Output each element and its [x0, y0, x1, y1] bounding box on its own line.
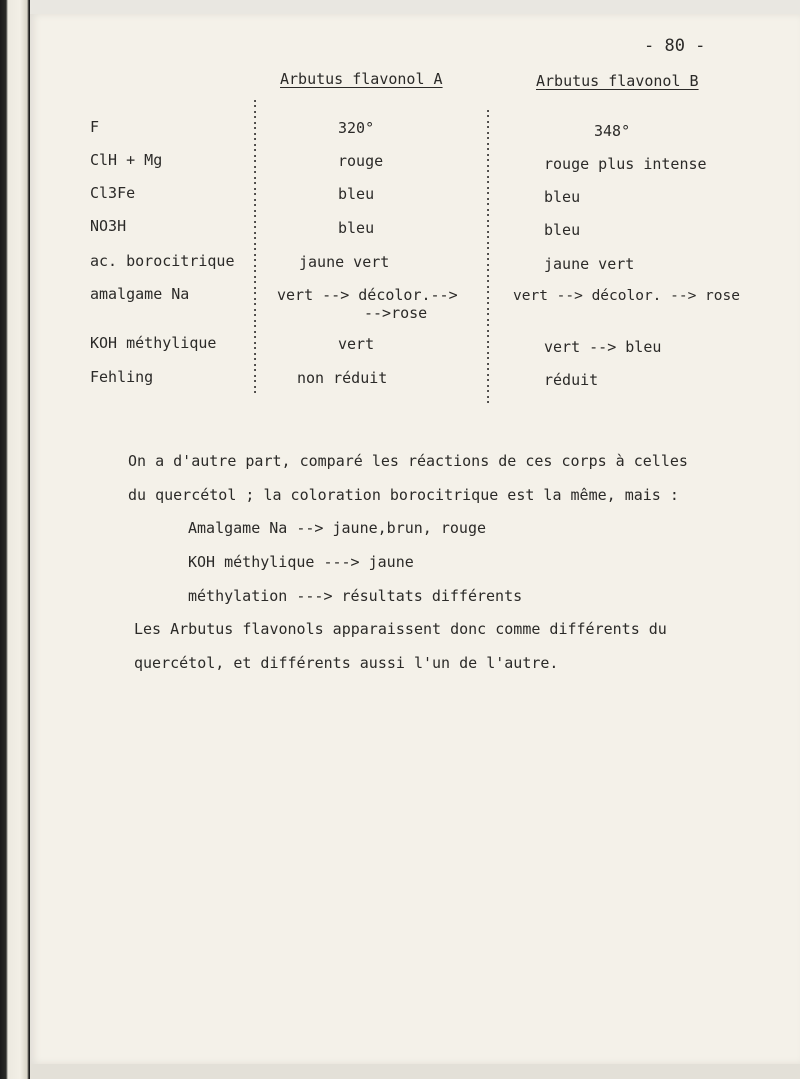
row-label-fehling: Fehling — [90, 368, 154, 386]
row-label-cl3fe: Cl3Fe — [90, 184, 136, 202]
row-label-koh: KOH méthylique — [90, 334, 217, 352]
row-label-clh-mg: ClH + Mg — [90, 151, 163, 169]
binder-edge — [0, 0, 30, 1079]
cell-a-borocitrique: jaune vert — [299, 253, 390, 271]
cell-b-cl3fe: bleu — [544, 188, 581, 206]
cell-a-fehling: non réduit — [297, 369, 388, 387]
list-item-amalgame: Amalgame Na --> jaune,brun, rouge — [188, 519, 487, 537]
cell-a-f: 320° — [338, 119, 375, 137]
paragraph-line-4: quercétol, et différents aussi l'un de l'autre. — [134, 654, 559, 672]
paragraph-line-3: Les Arbutus flavonols apparaissent donc comme différents du — [134, 620, 667, 638]
row-label-amalgame: amalgame Na — [90, 285, 190, 303]
list-item-koh: KOH méthylique ---> jaune — [188, 553, 414, 571]
paragraph-line-2: du quercétol ; la coloration borocitrique est la même, mais : — [128, 486, 679, 504]
column-header-a: Arbutus flavonol A — [280, 70, 443, 88]
page-bottom-edge — [30, 1064, 800, 1079]
cell-a-clh-mg: rouge — [338, 152, 384, 170]
column-header-b: Arbutus flavonol B — [536, 72, 699, 90]
row-label-no3h: NO3H — [90, 217, 127, 235]
cell-a-cl3fe: bleu — [338, 185, 375, 203]
cell-a-amalgame: vert --> décolor.--> — [277, 286, 458, 304]
column-separator-1: : : : : : : : : : : : : : : : : : : : : : : : : : : : — [251, 96, 259, 397]
column-separator-2: : : : : : : : : : : : : : : : : : : : : : : : : : : : — [484, 106, 492, 407]
cell-b-f: 348° — [594, 122, 631, 140]
page-number: - 80 - — [644, 36, 706, 56]
cell-b-borocitrique: jaune vert — [544, 255, 635, 273]
cell-a-koh: vert — [338, 335, 375, 353]
row-label-f: F — [90, 118, 100, 136]
cell-b-no3h: bleu — [544, 221, 581, 239]
cell-a-no3h: bleu — [338, 219, 375, 237]
cell-b-amalgame: vert --> décolor. --> rose — [513, 288, 740, 304]
cell-b-koh: vert --> bleu — [544, 338, 662, 356]
paragraph-line-1: On a d'autre part, comparé les réactions de ces corps à celles — [128, 452, 688, 470]
cell-a-amalgame-line2: -->rose — [364, 304, 428, 322]
cell-b-fehling: réduit — [544, 371, 599, 389]
cell-b-clh-mg: rouge plus intense — [544, 155, 707, 173]
row-label-borocitrique: ac. borocitrique — [90, 252, 235, 270]
list-item-methylation: méthylation ---> résultats différents — [188, 587, 523, 605]
